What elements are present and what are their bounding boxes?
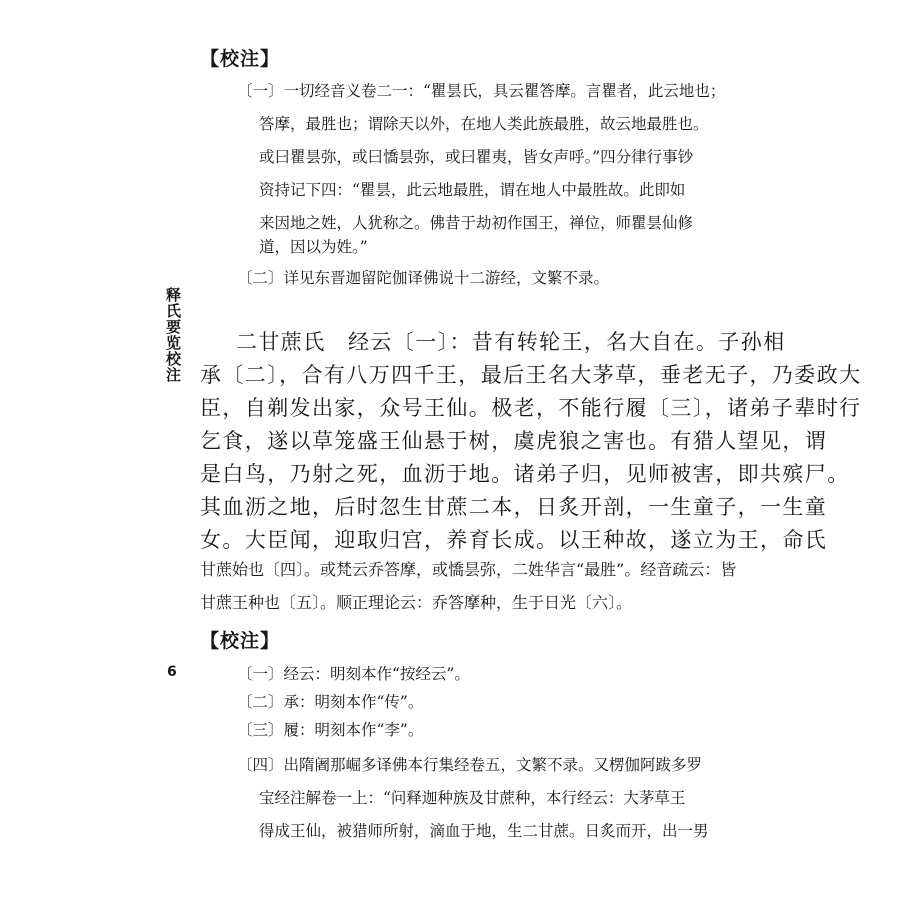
collation-heading: 【校注】 [200, 630, 281, 652]
body-line: 其血沥之地，后时忽生甘蔗二本，日炙开剖，一生童子，一生童 [200, 495, 828, 519]
note-line: 答摩，最胜也；谓除天以外，在地人类此族最胜，故云地最胜也。 [259, 115, 709, 133]
note-line: 〔一〕经云：明刻本作“按经云”。 [237, 665, 470, 683]
note-line: 宝经注解卷一上：“问释迦种族及甘蔗种，本行经云：大茅草王 [259, 789, 686, 807]
note-line: 〔四〕出隋阇那崛多译佛本行集经卷五，文繁不录。又楞伽阿跋多罗 [237, 756, 703, 774]
body-line: 甘蔗始也〔四〕。或梵云乔答摩，或憍昙弥，二姓华言“最胜”。经音疏云：皆 [200, 560, 737, 579]
body-line: 二甘蔗氏 经云〔一〕：昔有转轮王，名大自在。子孙相 [236, 330, 786, 354]
body-line: 甘蔗王种也〔五〕。顺正理论云：乔答摩种，生于日光〔六〕。 [200, 593, 633, 612]
note-line: 〔一〕一切经音义卷二一：“瞿昙氏，具云瞿答摩。言瞿者，此云地也； [237, 82, 726, 100]
note-line: 或曰瞿昙弥，或曰憍昙弥，或曰瞿夷，皆女声呼。”四分律行事钞 [259, 148, 694, 166]
body-line: 臣，自剃发出家，众号王仙。极老，不能行履〔三〕，诸弟子辈时行 [200, 396, 862, 420]
body-line: 是白鸟，乃射之死，血沥于地。诸弟子归，见师被害，即共殡尸。 [200, 462, 850, 486]
note-line: 道，因以为姓。” [259, 238, 368, 256]
body-line: 乞食，遂以草笼盛王仙悬于树，虞虎狼之害也。有猎人望见，谓 [200, 429, 828, 453]
note-line: 〔二〕承：明刻本作“传”。 [237, 693, 424, 711]
collation-heading: 【校注】 [200, 48, 281, 70]
running-title: 释氏要览校注 [164, 287, 182, 383]
note-line: 〔二〕详见东晋迦留陀伽译佛说十二游经，文繁不录。 [237, 269, 610, 287]
note-line: 得成王仙，被猎师所射，滴血于地，生二甘蔗。日炙而开，出一男 [259, 822, 709, 840]
note-line: 来因地之姓，人犹称之。佛昔于劫初作国王，禅位，师瞿昙仙修 [259, 214, 694, 232]
note-line: 〔三〕履：明刻本作“李”。 [237, 721, 424, 739]
body-line: 女。大臣闻，迎取归宫，养育长成。以王种故，遂立为王，命氏 [200, 528, 828, 552]
body-line: 承〔二〕，合有八万四千王，最后王名大茅草，垂老无子，乃委政大 [200, 363, 862, 387]
note-line: 资持记下四：“瞿昙，此云地最胜，谓在地人中最胜故。此即如 [259, 181, 686, 199]
page-number: 6 [167, 664, 177, 680]
